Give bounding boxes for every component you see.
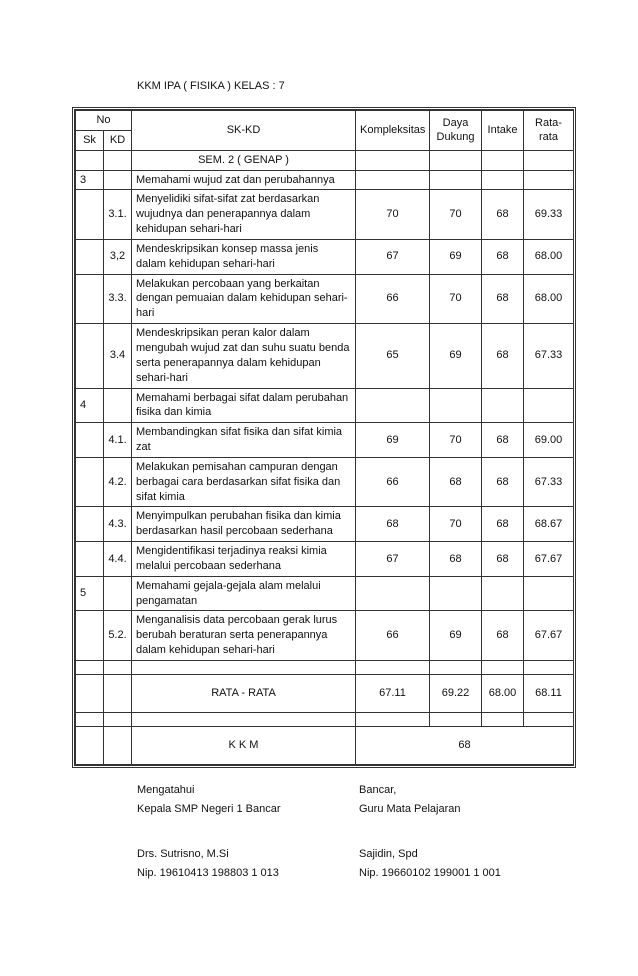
spacer-cell: [524, 713, 574, 727]
row-rata-rata: [524, 576, 574, 611]
row-kompleksitas: 66: [356, 274, 430, 324]
row-kompleksitas: 67: [356, 542, 430, 577]
table-row: [76, 576, 574, 611]
row-kompleksitas: 65: [356, 324, 430, 388]
row-daya-dukung: [430, 170, 482, 190]
row-sk: [76, 324, 104, 388]
row-daya-dukung: [430, 388, 482, 423]
row-kd: 3.1.: [104, 190, 132, 240]
semester-blank: [76, 150, 104, 170]
row-daya-dukung: 70: [430, 507, 482, 542]
table-row: [76, 388, 574, 423]
row-kd: [104, 170, 132, 190]
signature-left-name: Drs. Sutrisno, M.Si: [137, 848, 229, 860]
average-daya-dukung: 69.22: [430, 675, 482, 713]
row-kd: 3.4: [104, 324, 132, 388]
spacer-cell: [430, 661, 482, 675]
row-kompleksitas: 66: [356, 611, 430, 661]
kkm-table-container: [72, 107, 576, 768]
row-daya-dukung: 70: [430, 274, 482, 324]
semester-blank: [430, 150, 482, 170]
row-sk: [76, 507, 104, 542]
row-text: Menganalisis data percobaan gerak lurus berubah beraturan serta penerapannya dalam kehidupan sehari-hari: [132, 611, 356, 661]
row-intake: [482, 576, 524, 611]
row-daya-dukung: 69: [430, 239, 482, 274]
document-title: KKM IPA ( FISIKA ) KELAS : 7: [137, 80, 285, 92]
header-daya-dukung: Daya Dukung: [430, 111, 482, 151]
row-kd: 4.3.: [104, 507, 132, 542]
row-intake: 68: [482, 611, 524, 661]
row-intake: 68: [482, 324, 524, 388]
row-rata-rata: 69.33: [524, 190, 574, 240]
table-row: [76, 507, 574, 542]
spacer-cell: [482, 713, 524, 727]
kkm-label: K K M: [132, 727, 356, 765]
row-text: Membandingkan sifat fisika dan sifat kimia zat: [132, 423, 356, 458]
row-intake: [482, 170, 524, 190]
row-kd: 3.3.: [104, 274, 132, 324]
spacer-cell: [430, 713, 482, 727]
table-row: [76, 274, 574, 324]
average-label: RATA - RATA: [132, 675, 356, 713]
row-kompleksitas: 69: [356, 423, 430, 458]
row-intake: 68: [482, 239, 524, 274]
row-intake: 68: [482, 274, 524, 324]
spacer-cell: [76, 661, 104, 675]
row-rata-rata: 69.00: [524, 423, 574, 458]
row-kompleksitas: 70: [356, 190, 430, 240]
row-daya-dukung: 70: [430, 190, 482, 240]
row-sk: 3: [76, 170, 104, 190]
row-kompleksitas: [356, 576, 430, 611]
table-row: [76, 542, 574, 577]
signature-left-nip: Nip. 19610413 198803 1 013: [137, 867, 279, 879]
spacer-cell: [356, 713, 430, 727]
spacer-cell: [104, 661, 132, 675]
table-row: [76, 190, 574, 240]
average-rata-rata: 68.11: [524, 675, 574, 713]
signature-left-line1: Mengatahui: [137, 784, 195, 796]
row-daya-dukung: [430, 576, 482, 611]
signature-right-name: Sajidin, Spd: [359, 848, 418, 860]
spacer-cell: [482, 661, 524, 675]
kkm-row: [76, 727, 574, 765]
row-intake: 68: [482, 542, 524, 577]
row-rata-rata: 67.33: [524, 324, 574, 388]
header-no: No: [76, 111, 132, 131]
row-kd: 4.2.: [104, 457, 132, 507]
kkm-value: 68: [356, 727, 574, 765]
row-sk: 4: [76, 388, 104, 423]
row-text: Mendeskripsikan peran kalor dalam mengubah wujud zat dan suhu suatu benda serta penerapannya dalam kehidupan sehari-hari: [132, 324, 356, 388]
table-row: [76, 423, 574, 458]
semester-blank: [104, 150, 132, 170]
table-row: [76, 170, 574, 190]
row-daya-dukung: 69: [430, 324, 482, 388]
row-kd: [104, 388, 132, 423]
semester-blank: [524, 150, 574, 170]
row-text: Menyelidiki sifat-sifat zat berdasarkan wujudnya dan penerapannya dalam kehidupan sehari-hari: [132, 190, 356, 240]
kkm-blank: [104, 727, 132, 765]
row-sk: [76, 611, 104, 661]
row-rata-rata: 68.67: [524, 507, 574, 542]
row-intake: [482, 388, 524, 423]
row-rata-rata: 67.33: [524, 457, 574, 507]
row-text: Mengidentifikasi terjadinya reaksi kimia melalui percobaan sederhana: [132, 542, 356, 577]
table-row: [76, 239, 574, 274]
semester-blank: [482, 150, 524, 170]
header-intake: Intake: [482, 111, 524, 151]
row-kompleksitas: [356, 170, 430, 190]
row-text: Menyimpulkan perubahan fisika dan kimia berdasarkan hasil percobaan sederhana: [132, 507, 356, 542]
signature-right-nip: Nip. 19660102 199001 1 001: [359, 867, 501, 879]
average-blank: [76, 675, 104, 713]
row-kompleksitas: 68: [356, 507, 430, 542]
row-rata-rata: [524, 388, 574, 423]
row-text: Mendeskripsikan konsep massa jenis dalam kehidupan sehari-hari: [132, 239, 356, 274]
row-intake: 68: [482, 423, 524, 458]
signature-right: [359, 781, 501, 883]
row-text: Melakukan pemisahan campuran dengan berbagai cara berdasarkan sifat fisika dan sifat kimia: [132, 457, 356, 507]
row-rata-rata: 68.00: [524, 239, 574, 274]
row-sk: [76, 274, 104, 324]
average-row: [76, 675, 574, 713]
row-kompleksitas: [356, 388, 430, 423]
signature-right-line1: Bancar,: [359, 784, 397, 796]
kkm-table: [75, 110, 574, 765]
row-kd: 3,2: [104, 239, 132, 274]
table-row: [76, 324, 574, 388]
header-rata-rata: Rata-rata: [524, 111, 574, 151]
row-sk: [76, 239, 104, 274]
signature-left-line2: Kepala SMP Negeri 1 Bancar: [137, 803, 281, 815]
average-blank: [104, 675, 132, 713]
row-kd: 5.2.: [104, 611, 132, 661]
row-kompleksitas: 66: [356, 457, 430, 507]
average-kompleksitas: 67.11: [356, 675, 430, 713]
row-rata-rata: 67.67: [524, 611, 574, 661]
spacer-cell: [132, 713, 356, 727]
row-daya-dukung: 68: [430, 542, 482, 577]
table-row: [76, 457, 574, 507]
row-intake: 68: [482, 190, 524, 240]
semester-label: SEM. 2 ( GENAP ): [132, 150, 356, 170]
header-kompleksitas: Kompleksitas: [356, 111, 430, 151]
row-sk: [76, 542, 104, 577]
row-kd: 4.1.: [104, 423, 132, 458]
row-intake: 68: [482, 507, 524, 542]
signature-left: [137, 781, 281, 883]
row-sk: [76, 190, 104, 240]
row-text: Memahami wujud zat dan perubahannya: [132, 170, 356, 190]
row-sk: 5: [76, 576, 104, 611]
row-rata-rata: 68.00: [524, 274, 574, 324]
spacer-cell: [132, 661, 356, 675]
row-kd: [104, 576, 132, 611]
header-skkd: SK-KD: [132, 111, 356, 151]
header-kd: KD: [104, 130, 132, 150]
row-text: Memahami berbagai sifat dalam perubahan fisika dan kimia: [132, 388, 356, 423]
row-intake: 68: [482, 457, 524, 507]
row-daya-dukung: 70: [430, 423, 482, 458]
row-kompleksitas: 67: [356, 239, 430, 274]
header-sk: Sk: [76, 130, 104, 150]
signature-right-line2: Guru Mata Pelajaran: [359, 803, 461, 815]
average-intake: 68.00: [482, 675, 524, 713]
semester-blank: [356, 150, 430, 170]
row-rata-rata: 67.67: [524, 542, 574, 577]
row-daya-dukung: 69: [430, 611, 482, 661]
spacer-cell: [524, 661, 574, 675]
kkm-blank: [76, 727, 104, 765]
row-sk: [76, 423, 104, 458]
row-text: Melakukan percobaan yang berkaitan dengan pemuaian dalam kehidupan sehari-hari: [132, 274, 356, 324]
row-kd: 4.4.: [104, 542, 132, 577]
row-daya-dukung: 68: [430, 457, 482, 507]
row-sk: [76, 457, 104, 507]
table-row: [76, 611, 574, 661]
spacer-cell: [104, 713, 132, 727]
spacer-cell: [76, 713, 104, 727]
spacer-cell: [356, 661, 430, 675]
row-text: Memahami gejala-gejala alam melalui pengamatan: [132, 576, 356, 611]
row-rata-rata: [524, 170, 574, 190]
